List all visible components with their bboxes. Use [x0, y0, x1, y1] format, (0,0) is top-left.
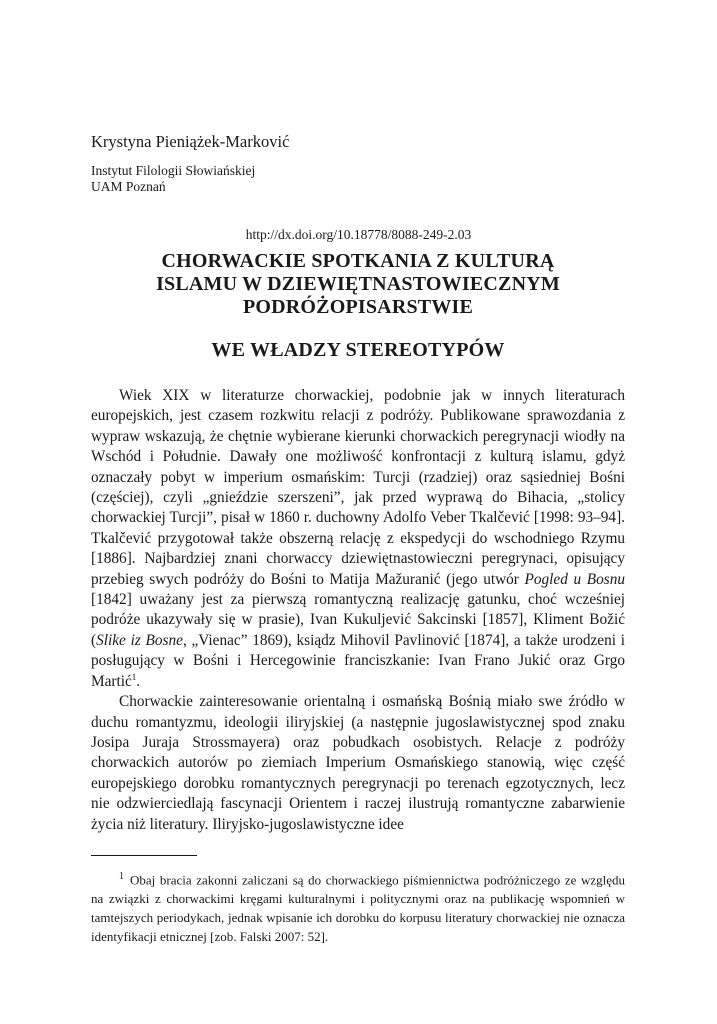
paragraph-1: Wiek XIX w literaturze chorwackiej, podobnie jak w innych literaturach europejskich, jest czasem rozkwitu relacji z podróży. Publikowane sprawozdania z wypraw wskazują, że chętnie wybierane kierunki chorwackich peregrynacji wiodły na Wschód i Południe. Dawały one możliwość konfrontacji z kulturą islamu, gdyż oznaczały pobyt w imperium osmańskim: Turcji (rzadziej) oraz sąsiedniej Bośni (częściej), czyli „gnieździe szerszeni”, jak przed wyprawą do Bihacia, „stolicy chorwackiej Turcji”, pisał w 1860 r. duchowny Adolfo Veber Tkalčević [1998: 93–94]. Tkalčević przygotował także obszerną relację z ekspedycji do wschodniego Rzymu [1886]. Najbardziej znani chorwaccy dziewiętnastowieczni peregrynaci, opisujący przebieg swych podróży do Bośni to Matija Mažuranić (jego utwór Pogled u Bosnu [1842] uważany jest za pierwszą romantyczną realizację gatunku, choć wcześniej podróże ukazywały się w prasie), Ivan Kukuljević Sakcinski [1857], Kliment Božić (Slike iz Bosne, „Vienac” 1869), ksiądz Mihovil Pavlinović [1874], a także urodzeni i posługujący w Bośni i Hercegowinie franciszkanie: Ivan Frano Jukić oraz Grgo Martić$^1$.: [91, 387, 625, 690]
work-title-slike: Slike iz Bosne: [96, 631, 183, 649]
article-subtitle: WE WŁADZY STEREOTYPÓW: [211, 339, 505, 361]
doi-link[interactable]: http://dx.doi.org/10.18778/8088-249-2.03: [245, 227, 472, 242]
title-line-1: CHORWACKIE SPOTKANIA Z KULTURĄ: [161, 250, 555, 272]
footnote-reference[interactable]: 1: [131, 671, 137, 682]
paragraph-2: Chorwackie zainteresowanie orientalną i osmańską Bośnią miało swe źródło w duchu romantyzmu, ideologii iliryjskiej (a następnie jugoslawistycznej spod znaku Josipa Juraja Strossmayera) oraz pobudkach osobistych. Relacje z podróży chorwackich autorów po ziemiach Imperium Osmańskiego stanowią, więc część europejskiego dorobku romantycznych peregrynacji po terenach egzotycznych, lecz nie odzwierciedlają fascynacji Orientem i raczej ilustrują romantyczne zabarwienie życia niż literatury. Iliryjsko-jugoslawistyczne idee: [91, 693, 625, 833]
footnote-text: Obaj bracia zakonni zaliczani są do chorwackiego piśmiennictwa podróżniczego ze względu na związki z chorwackimi kręgami kulturalnymi i politycznymi oraz na publikację wspomnień w tamtejszych periodykach, jednak wpisanie ich dorobku do korpusu literatury chorwackiej nie oznacza identyfikacji etnicznej [zob. Falski 2007: 52].: [91, 872, 625, 945]
title-line-2: ISLAMU W DZIEWIĘTNASTOWIECZNYM: [156, 273, 560, 295]
footnote-mark: 1: [119, 871, 124, 882]
body-text: [91, 386, 625, 835]
article-title: [91, 250, 625, 319]
author-name: Krystyna Pieniążek-Marković: [91, 132, 290, 151]
title-line-3: PODRÓŻOPISARSTWIE: [242, 296, 474, 318]
affiliation-institute: Instytut Filologii Słowiańskiej: [91, 163, 256, 178]
footnote-divider: [91, 855, 197, 856]
affiliation-university: UAM Poznań: [91, 179, 166, 194]
work-title-pogled: Pogled u Bosnu: [524, 570, 625, 588]
footnote: [91, 867, 625, 946]
affiliation: [91, 163, 255, 195]
